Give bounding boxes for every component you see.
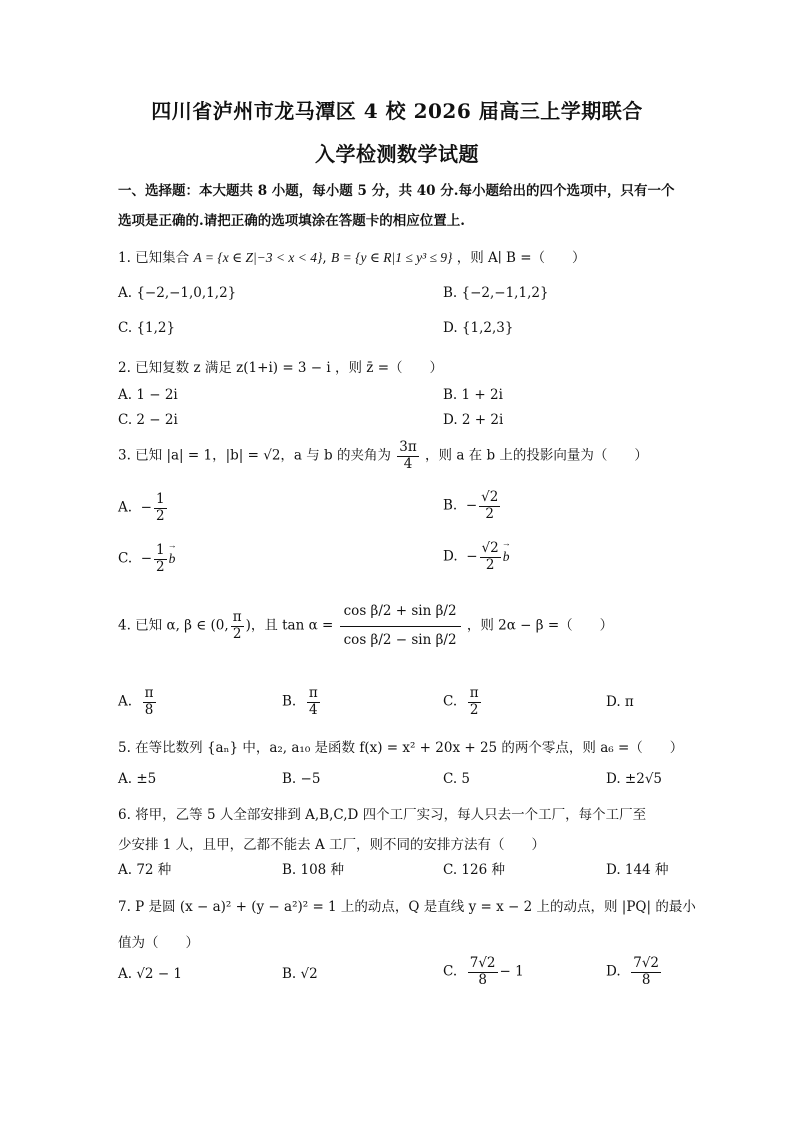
q3-stem-part1: 3. 已知 |a| = 1，|b| = √2，a 与 b 的夹角为 — [118, 447, 391, 464]
section-heading-line1: 一、选择题：本大题共 8 小题，每小题 5 分，共 40 分.每小题给出的四个选项中，只有一个 — [118, 183, 675, 199]
exam-title-line1: 四川省泸州市龙马潭区 4 校 2026 届高三上学期联合 — [151, 99, 643, 123]
question-7-stem — [118, 889, 696, 961]
q4-stem-part3: ，则 2α − β =（ ） — [466, 617, 614, 634]
q2-option-b[interactable]: B. 1 + 2i — [443, 387, 503, 403]
q1-suffix: ，则 A∣ B =（ ） — [456, 250, 586, 266]
section-heading — [118, 176, 688, 236]
q1-option-a[interactable]: A. {−2,−1,0,1,2} — [118, 285, 237, 301]
q3-option-b[interactable]: B. − $\frac{√2}{2}$ — [443, 489, 499, 522]
q4-stem-part1: 4. 已知 α, β ∈ (0, — [118, 617, 229, 634]
q4-tan-fraction: $\frac{\text{cos β/2 + sin β/2}}{\text{cos β/2 − sin β/2}}$ — [340, 598, 461, 654]
exam-title-line2: 入学检测数学试题 — [315, 142, 479, 166]
q6-option-a[interactable]: A. 72 种 — [118, 862, 172, 878]
q2-option-c[interactable]: C. 2 − 2i — [118, 412, 178, 428]
q3-option-c[interactable]: C. − $\frac{1}{2}$ → b — [118, 543, 175, 575]
q4-option-d[interactable]: D. π — [606, 694, 634, 710]
question-6-stem — [118, 800, 688, 860]
q3-stem-part2: ，则 a 在 b 上的投影向量为（ ） — [425, 447, 648, 464]
q1-prefix: 1. 已知集合 — [118, 250, 190, 266]
question-4-stem: 4. 已知 α, β ∈ (0, $\frac{\pi}{2}$ )，且 tan α = $\frac{\text{cos β/2 + sin β/2}}{\text{cos β/2 − sin β/2}}$ ，则 2α − β =（ ） — [118, 598, 688, 654]
question-2-stem: 2. 已知复数 z 满足 z(1+i) = 3 − i ，则 z̄ =（ ） — [118, 360, 444, 376]
q4-option-c[interactable]: C. $\frac{\pi}{2}$ — [443, 685, 479, 718]
q7-line2: 值为（ ） — [118, 935, 199, 951]
q4-stem-part2: )，且 tan α = — [245, 617, 334, 634]
q7-option-b[interactable]: B. √2 — [282, 966, 318, 982]
q1-set-a: A = {x ∈ Z|−3 < x < 4} — [193, 250, 323, 265]
q1-set-b: B = {y ∈ R|1 ≤ y³ ≤ 9} — [331, 250, 453, 265]
q5-option-b[interactable]: B. −5 — [282, 771, 321, 787]
question-3-stem — [118, 440, 688, 472]
q3-option-a[interactable]: A. − $\frac{1}{2}$ — [118, 491, 165, 524]
q3-option-d[interactable]: D. − $\frac{√2}{2}$ → b — [443, 541, 510, 573]
q4-option-b[interactable]: B. $\frac{\pi}{4}$ — [282, 685, 318, 718]
q6-line2: 少安排 1 人，且甲，乙都不能去 A 工厂，则不同的安排方法有（ ） — [118, 837, 546, 853]
q6-option-b[interactable]: B. 108 种 — [282, 862, 345, 878]
q7-line1: 7. P 是圆 (x − a)² + (y − a²)² = 1 上的动点，Q 是直线 y = x − 2 上的动点，则 |PQ| 的最小 — [118, 899, 696, 915]
q6-option-c[interactable]: C. 126 种 — [443, 862, 505, 878]
q1-option-c[interactable]: C. {1,2} — [118, 320, 176, 336]
question-1-stem: 1. 已知集合 A = {x ∈ Z|−3 < x < 4}, B = {y ∈ R|1 ≤ y³ ≤ 9} ，则 A∣ B =（ ） — [118, 250, 586, 266]
q7-option-d[interactable]: D. $\frac{7√2}{8}$ — [606, 955, 660, 988]
q6-line1: 6. 将甲，乙等 5 人全部安排到 A,B,C,D 四个工厂实习，每人只去一个工厂，每个工厂至 — [118, 807, 647, 823]
q5-option-a[interactable]: A. ±5 — [118, 771, 157, 787]
q5-option-c[interactable]: C. 5 — [443, 771, 471, 787]
q4-option-a[interactable]: A. $\frac{\pi}{8}$ — [118, 685, 154, 718]
q3-angle-fraction: $\frac{3\pi}{4}$ — [399, 439, 417, 472]
q1-option-d[interactable]: D. {1,2,3} — [443, 320, 514, 336]
q2-option-d[interactable]: D. 2 + 2i — [443, 412, 504, 428]
question-5-stem: 5. 在等比数列 {aₙ} 中，a₂, a₁₀ 是函数 f(x) = x² + 20x + 25 的两个零点，则 a₆ =（ ） — [118, 740, 684, 756]
q7-option-c[interactable]: C. $\frac{7√2}{8}$ − 1 — [443, 955, 524, 988]
q5-option-d[interactable]: D. ±2√5 — [606, 771, 663, 787]
q1-option-b[interactable]: B. {−2,−1,1,2} — [443, 285, 549, 301]
q7-option-a[interactable]: A. √2 − 1 — [118, 966, 183, 982]
q2-option-a[interactable]: A. 1 − 2i — [118, 387, 178, 403]
q6-option-d[interactable]: D. 144 种 — [606, 862, 669, 878]
section-heading-line2: 选项是正确的.请把正确的选项填涂在答题卡的相应位置上. — [118, 213, 465, 229]
